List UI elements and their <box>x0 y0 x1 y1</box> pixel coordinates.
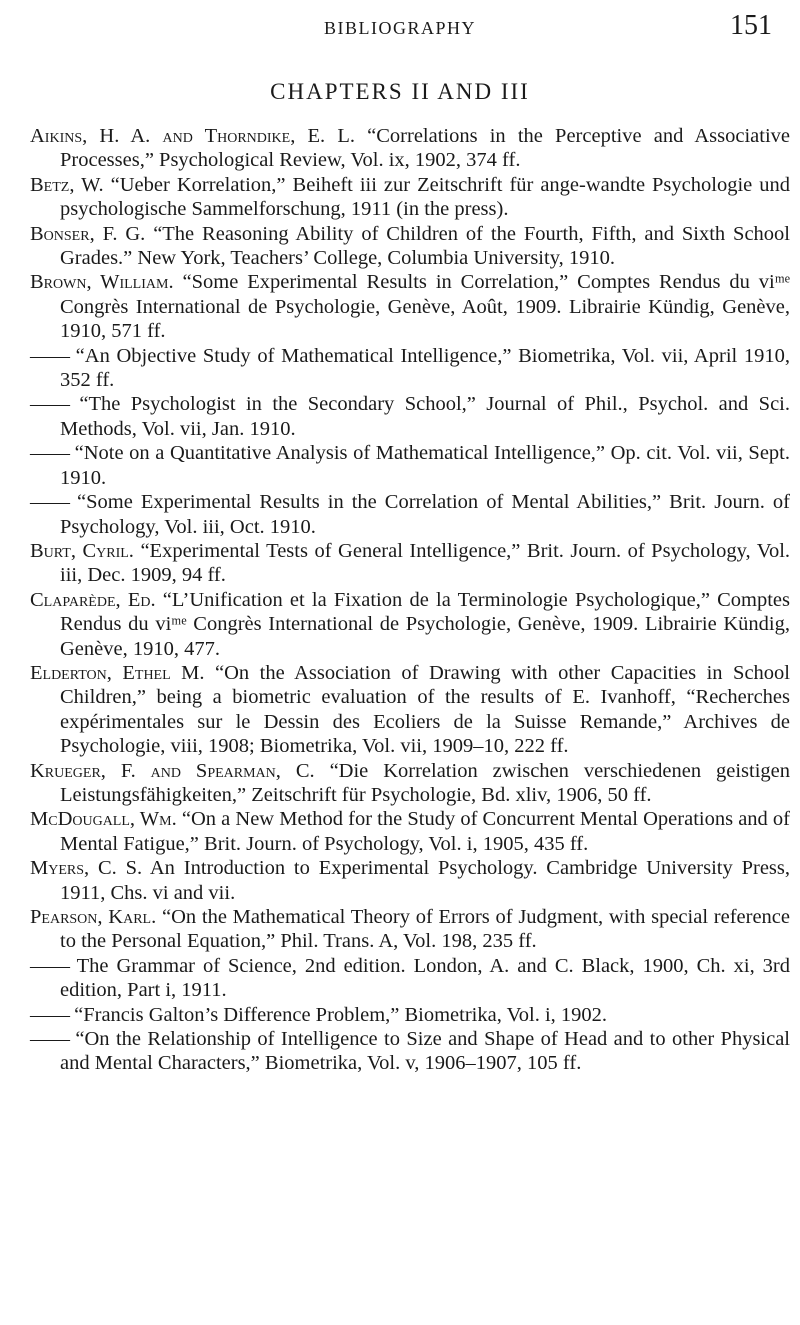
bibliography-list <box>30 124 790 1076</box>
entry-text: “Die Korrelation zwischen verschiedenen geistigen Leistungsfähigkeiten,” Zeitschrift für Psychologie, Bd. xliv, 1906, 50 ff. <box>60 759 791 806</box>
entry-author: Krueger, F. and Spearman, C. <box>30 759 315 782</box>
bibliography-entry <box>30 441 790 490</box>
entry-text: “On the Mathematical Theory of Errors of Judgment, with special reference to the Personal Equation,” Phil. Trans. A, Vol. 198, 235 ff. <box>60 906 790 953</box>
section-heading: CHAPTERS II AND III <box>270 79 530 104</box>
entry-text: The Grammar of Science, 2nd edition. London, A. and C. Black, 1900, Ch. xi, 3rd edition, Part i, 1911. <box>60 954 790 1002</box>
entry-author-dash: —— <box>30 1028 69 1051</box>
entry-text: “On a New Method for the Study of Concurrent Mental Operations and of Mental Fatigue,” Brit. Journ. of Psychology, Vol. i, 1905, 435 ff. <box>60 808 791 855</box>
entry-author: Myers, C. S. <box>30 857 143 880</box>
entry-text: “Francis Galton’s Difference Problem,” Biometrika, Vol. i, 1902. <box>74 1003 608 1026</box>
bibliography-entry <box>30 905 790 954</box>
bibliography-entry <box>30 856 790 905</box>
entry-text: “On the Relationship of Intelligence to Size and Shape of Head and to other Physical and Mental Characters,” Biometrika, Vol. v, 1906–1907, 105 ff. <box>60 1028 791 1075</box>
entry-author-dash: —— <box>30 954 69 977</box>
bibliography-entry <box>30 270 790 343</box>
entry-author: Bonser, F. G. <box>30 222 146 245</box>
bibliography-entry <box>30 392 790 441</box>
bibliography-entry <box>30 1027 790 1076</box>
bibliography-entry <box>30 954 790 1003</box>
bibliography-entry <box>30 490 790 539</box>
bibliography-entry <box>30 344 790 393</box>
entry-author: Burt, Cyril. <box>30 539 134 562</box>
bibliography-entry <box>30 222 790 271</box>
entry-text: “Experimental Tests of General Intelligence,” Brit. Journ. of Psychology, Vol. iii, Dec. 1909, 94 ff. <box>60 539 791 587</box>
entry-text: “Some Experimental Results in Correlation,” Comptes Rendus du viᵐᵉ Congrès International de Psychologie, Genève, Août, 1909. Librairie Kündig, Genève, 1910, 571 ff. <box>60 271 791 343</box>
entry-author: Claparède, Ed. <box>30 588 156 611</box>
entry-author: Pearson, Karl. <box>30 906 157 928</box>
page-number: 151 <box>730 10 772 41</box>
entry-author: Aikins, H. A. and Thorndike, E. L. <box>30 125 355 147</box>
entry-author-dash: —— <box>30 1003 69 1026</box>
bibliography-entry <box>30 759 790 808</box>
entry-text: “Some Experimental Results in the Correlation of Mental Abilities,” Brit. Journ. of Psychology, Vol. iii, Oct. 1910. <box>60 491 791 538</box>
bibliography-entry <box>30 588 790 661</box>
entry-author-dash: —— <box>30 491 69 514</box>
entry-text: “Correlations in the Perceptive and Associative Processes,” Psychological Review, Vol. ix, 1902, 374 ff. <box>60 125 791 172</box>
running-title: BIBLIOGRAPHY <box>323 18 476 38</box>
entry-text: “The Reasoning Ability of Children of the Fourth, Fifth, and Sixth School Grades.” New York, Teachers’ College, Columbia University, 1910. <box>60 222 790 270</box>
entry-author-dash: —— <box>30 344 69 367</box>
entry-text: “An Objective Study of Mathematical Intelligence,” Biometrika, Vol. vii, April 1910, 352 ff. <box>60 344 790 392</box>
entry-author: McDougall, Wm. <box>30 808 177 831</box>
entry-author: Betz, W. <box>30 173 104 196</box>
bibliography-entry <box>30 539 790 588</box>
entry-text: “Note on a Quantitative Analysis of Mathematical Intelligence,” Op. cit. Vol. vii, Sept. 1910. <box>60 442 791 489</box>
entry-text: An Introduction to Experimental Psychology. Cambridge University Press, 1911, Chs. vi and vii. <box>60 857 790 904</box>
bibliography-entry <box>30 124 790 173</box>
entry-author-dash: —— <box>30 442 69 465</box>
bibliography-entry <box>30 173 790 222</box>
entry-text: “Ueber Korrelation,” Beiheft iii zur Zeitschrift für ange-wandte Psychologie und psychologische Sammelforschung, 1911 (in the press). <box>60 173 790 221</box>
entry-author: Brown, William. <box>30 271 174 294</box>
entry-author: Elderton, Ethel M. <box>30 661 205 684</box>
entry-text: “L’Unification et la Fixation de la Terminologie Psychologique,” Comptes Rendus du viᵐᵉ Congrès International de Psychologie, Genève, 1909. Librairie Kündig, Genève, 1910, 477. <box>60 588 791 660</box>
entry-text: “On the Association of Drawing with other Capacities in School Children,” being a biometric evaluation of the results of E. Ivanhoff, “Recherches expérimentales sur le Dessin des Ecoliers de la Suisse Remande,” Archives de Psychologie, viii, 1908; Biometrika, Vol. vii, 1909–10, 222 ff. <box>60 661 790 758</box>
bibliography-entry <box>30 807 790 856</box>
running-head <box>0 8 800 48</box>
entry-author-dash: —— <box>30 393 69 416</box>
entry-text: “The Psychologist in the Secondary School,” Journal of Phil., Psychol. and Sci. Methods, Vol. vii, Jan. 1910. <box>60 393 790 440</box>
bibliography-entry <box>30 1003 790 1027</box>
bibliography-entry <box>30 661 790 759</box>
